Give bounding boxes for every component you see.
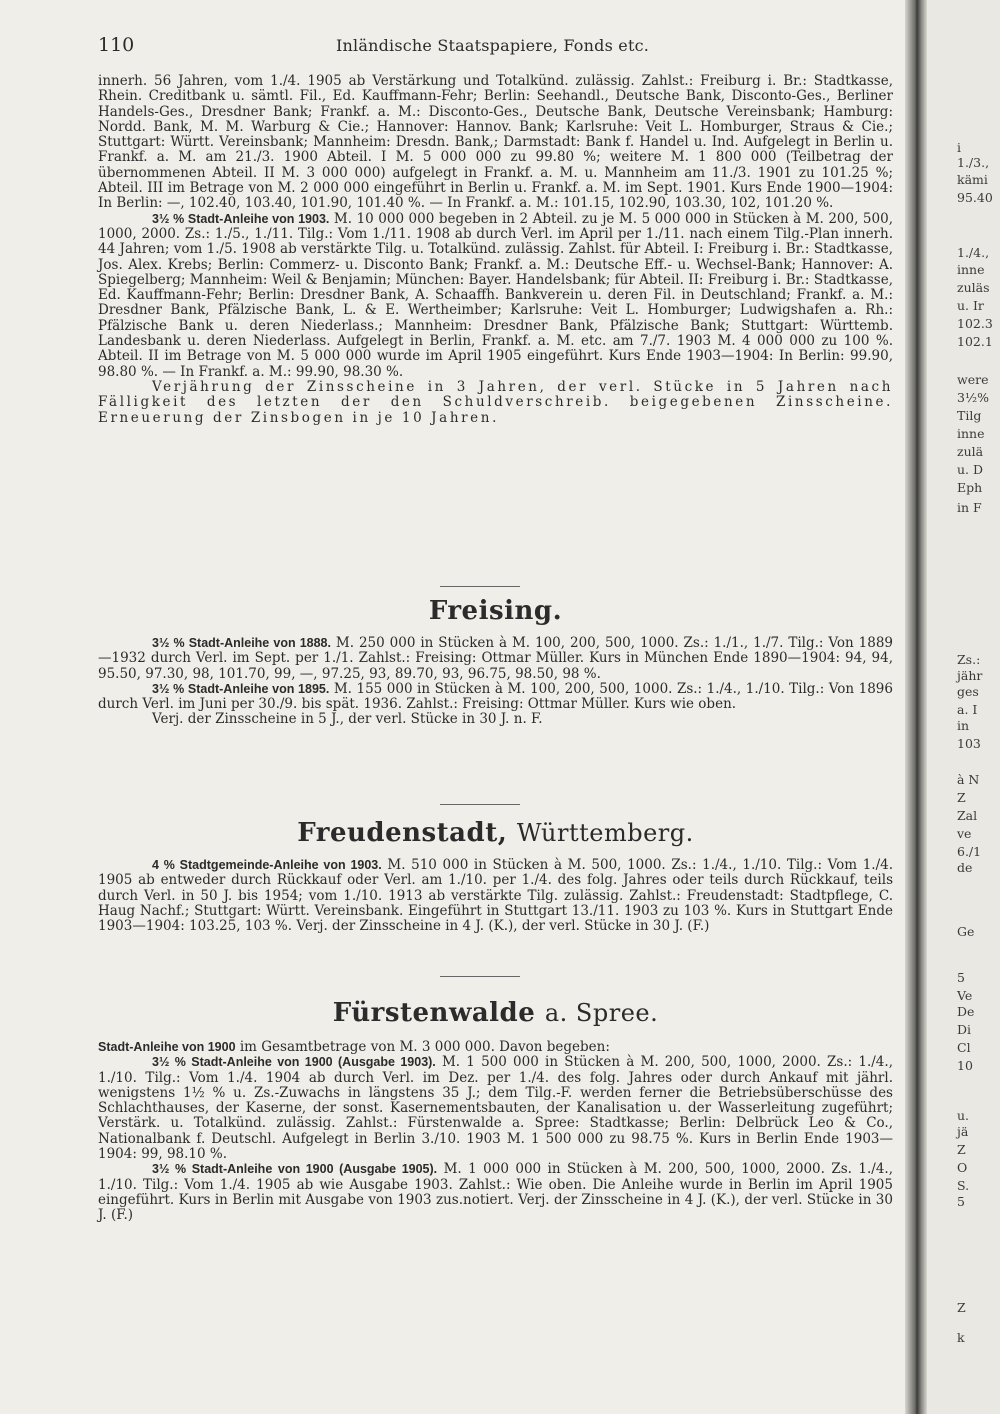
adjacent-page-fragment: ve <box>957 826 972 841</box>
adjacent-page-fragment: Tilg <box>957 408 982 423</box>
section-divider <box>440 804 520 805</box>
page-number: 110 <box>98 34 135 56</box>
adjacent-page-fragment: u. D <box>957 462 984 477</box>
adjacent-page-fragment: in <box>957 718 970 733</box>
page-header <box>98 34 898 58</box>
adjacent-page-fragment: 102.1 <box>957 334 993 349</box>
adjacent-page-fragment: 5 <box>957 1194 965 1209</box>
paragraph <box>98 636 893 682</box>
paragraph <box>98 858 893 934</box>
heading-place: Fürstenwalde <box>332 998 536 1028</box>
adjacent-page-fragment: Di <box>957 1022 972 1037</box>
paragraph <box>98 1162 893 1223</box>
freising-entry <box>98 636 893 728</box>
section-heading <box>98 998 893 1028</box>
adjacent-page-edge <box>927 0 1000 1414</box>
adjacent-page-fragment: 1./3., <box>957 155 990 170</box>
adjacent-page-fragment: 5 <box>957 970 965 985</box>
adjacent-page-fragment: inne <box>957 426 985 441</box>
freudenstadt-entry <box>98 858 893 934</box>
paragraph <box>98 212 893 380</box>
loan-title: 3½ % Stadt-Anleihe von 1888. <box>152 636 331 650</box>
loan-details: M. 1 500 000 in Stücken à M. 200, 500, 1000, 2000. Zs.: 1./4., 1./10. Tilg.: Vom 1./4. 1904 ab durch Verl. im Dez. per 1./4. des folg. Jahres oder durch Ankauf mit jährl. wenigstens 1½ % u. Zs.-Zuwachs in längstens 35 J.; dem Tilg.-F. werden ferner die Betriebsüberschüsse des Schlachthauses, der Kaserne, der sonst. Kasernementsbauten, der Kanalisation u. der Wasserleitung zugeführt; Verstärk. u. Totalkünd. zulässig. Zahlst.: Fürstenwalde a. Spree: Stadtkasse; Berlin: Delbrück Leo & Co., Nationalbank f. Deutschl. Aufgelegt in Berlin 3./10. 1903 M. 1 500 000 zu 98.75 %. Kurs in Berlin Ende 1903—1904: 99, 98.10 %. <box>98 1054 893 1163</box>
heading-region: Württemberg. <box>516 819 694 847</box>
running-title: Inländische Staatspapiere, Fonds etc. <box>336 36 650 55</box>
adjacent-page-fragment: 6./1 <box>957 844 982 859</box>
adjacent-page-fragment: i <box>957 140 961 155</box>
loan-title: 3½ % Stadt-Anleihe von 1895. <box>152 681 330 696</box>
loan-title: 3½ % Stadt-Anleihe von 1900 (Ausgabe 1905). <box>152 1162 438 1177</box>
adjacent-page-fragment: Z <box>957 790 966 805</box>
adjacent-page-fragment: Cl <box>957 1040 971 1055</box>
adjacent-page-fragment: 1./4., <box>957 245 990 260</box>
heading-place: Freudenstadt, <box>297 818 508 848</box>
adjacent-page-fragment: Ge <box>957 924 975 939</box>
loan-details: M. 510 000 in Stücken à M. 500, 1000. Zs.: 1./4., 1./10. Tilg.: Vom 1./4. 1905 ab entweder durch Rückkauf oder Verl. am 1./10. per 1./4. des folg. Jahres oder teils durch Rückkauf, teils durch Verl. in 50 J. bis 1954; vom 1./10. 1913 ab verstärkte Tilg. zulässig. Zahlst.: Freudenstadt: Stadtpflege, C. Haug Nachf.; Stuttgart: Württ. Vereinsbank. Eingeführt in Stuttgart 13./11. 1903 zu 103 %. Kurs in Stuttgart Ende 1903—1904: 103.25, 103 %. Verj. der Zinsscheine in 4 J. (K.), der verl. Stücke in 30 J. (F.) <box>98 857 894 935</box>
loan-details: M. 155 000 in Stücken à M. 100, 200, 500, 1000. Zs.: 1./4., 1./10. Tilg.: Von 1896 durch Verl. im Juni per 30./9. bis spät. 1936. Zahlst.: Freising: Ottmar Müller. Kurs wie oben. <box>98 680 893 713</box>
section-heading: Freising. <box>428 596 563 626</box>
adjacent-page-fragment: in F <box>957 500 982 515</box>
adjacent-page-fragment: Zs.: <box>957 652 981 667</box>
fuerstenwalde-entry <box>98 1040 893 1224</box>
adjacent-page-fragment: 103 <box>957 736 981 751</box>
adjacent-page-fragment: 102.3 <box>957 316 993 331</box>
adjacent-page-fragment: jä <box>957 1124 969 1139</box>
section-divider <box>440 586 520 587</box>
loan-details: M. 250 000 in Stücken à M. 100, 200, 500, 1000. Zs.: 1./1., 1./7. Tilg.: Von 1889—1932 durch Verl. im Sept. per 1./1. Zahlst.: Freising: Ottmar Müller. Kurs in München Ende 1890—1904: 94, 94, 95.50, 97.30, 98, 101.70, 99, —, 97.25, 93, 89.70, 93, 96.75, 98.50, 98 %. <box>98 635 894 682</box>
adjacent-page-fragment: u. Ir <box>957 298 984 313</box>
adjacent-page-fragment: Ve <box>957 988 973 1003</box>
loan-details: M. 1 000 000 in Stücken à M. 200, 500, 1000, 2000. Zs. 1./4., 1./10. Tilg.: Vom 1./4. 1905 ab wie Ausgabe 1903. Zahlst.: Wie oben. Die Anleihe wurde in Berlin im April 1905 eingeführt. Kurs in Berlin mit Ausgabe von 1903 zus.notiert. Verj. der Zinsscheine in 4 J. (K.), der verl. Stücke in 30 J. (F.) <box>98 1161 893 1224</box>
loan-details: im Gesamtbetrage von M. 3 000 000. Davon begeben: <box>239 1039 610 1055</box>
loan-title: 3½ % Stadt-Anleihe von 1900 (Ausgabe 1903). <box>152 1055 436 1070</box>
adjacent-page-fragment: de <box>957 860 973 875</box>
paragraph <box>98 380 893 426</box>
adjacent-page-fragment: 10 <box>957 1058 973 1073</box>
adjacent-page-fragment: 95.40 <box>957 190 993 205</box>
adjacent-page-fragment: à N <box>957 772 980 787</box>
paragraph <box>98 682 893 713</box>
section-divider <box>440 976 520 977</box>
adjacent-page-fragment: kämi <box>957 172 988 187</box>
loan-title: 3½ % Stadt-Anleihe von 1903. <box>152 211 330 226</box>
section-heading <box>98 818 893 848</box>
adjacent-page-fragment: Z <box>957 1142 966 1157</box>
adjacent-page-fragment: O <box>957 1160 968 1175</box>
adjacent-page-fragment: k <box>957 1330 965 1345</box>
adjacent-page-fragment: ges <box>957 684 979 699</box>
adjacent-page-fragment: inne <box>957 262 985 277</box>
paragraph <box>98 1040 893 1055</box>
adjacent-page-fragment: were <box>957 372 989 387</box>
adjacent-page-fragment: jähr <box>957 668 983 683</box>
heading-region: a. Spree. <box>544 999 659 1027</box>
paragraph <box>98 1055 893 1162</box>
adjacent-page-fragment: a. I <box>957 702 978 717</box>
adjacent-page-fragment: u. <box>957 1108 970 1123</box>
adjacent-page-fragment: 3½% <box>957 390 989 405</box>
loan-details: M. 10 000 000 begeben in 2 Abteil. zu je M. 5 000 000 in Stücken à M. 200, 500, 1000, 2000. Zs.: 1./5., 1./11. Tilg.: Vom 1./11. 1908 ab durch Verl. im April per 1./11. nach einem Tilg.-Plan innerh. 44 Jahren; vom 1./5. 1908 ab verstärkte Tilg. u. Totalkünd. zulässig. Zahlst. für Abteil. I: Freiburg i. Br.: Stadtkasse, Jos. Alex. Krebs; Berlin: Commerz- u. Disconto Bank; Frankf. a. M.: Deutsche Eff.- u. Wechsel-Bank; Hannover: A. Spiegelberg; Mannheim: Weil & Benjamin; München: Bayer. Handelsbank; für Abteil. II: Freiburg i. Br.: Stadtkasse, Ed. Kauffmann-Fehr; Berlin: Dresdner Bank, A. Schaaffh. Bankverein u. deren Fil. in Deutschland; Frankf. a. M.: Dresdner Bank, Pfälzische Bank, L. & E. Wertheimber; Karlsruhe: Veit L. Homburger; Ludwigshafen a. Rh.: Pfälzische Bank u. deren Niederlass.; Mannheim: Dresdner Bank, Pfälzische Bank; Stuttgart: Württemb. Landesbank u. deren Niederlass. Aufgelegt in Berlin, Frankf. a. M. etc. am 7./7. 1903 M. 4 000 000 zu 100 %. Abteil. II im Betrage von M. 5 000 000 wurde im April 1905 eingeführt. Kurs Ende 1903—1904: In Berlin: 99.90, 98.80 %. — In Frankf. a. M.: 99.90, 98.30 %. <box>98 210 893 380</box>
continued-entry <box>98 74 893 426</box>
loan-title: Stadt-Anleihe von 1900 <box>98 1040 236 1054</box>
adjacent-page-fragment: Eph <box>957 480 983 495</box>
adjacent-page-fragment: zuläs <box>957 280 990 295</box>
paragraph: innerh. 56 Jahren, vom 1./4. 1905 ab Verstärkung und Totalkünd. zulässig. Zahlst.: Freiburg i. Br.: Stadtkasse, Rhein. Creditbank u. sämtl. Fil., Ed. Kauffmann-Fehr; Berlin: Seehandl., Deutsche Bank, Disconto-Ges., Berliner Handels-Ges., Dresdner Bank; Frankf. a. M.: Disconto-Ges., Deutsche Bank, Deutsche Vereinsbank; Hamburg: Nordd. Bank, M. M. Warburg & Cie.; Hannover: Hannov. Bank; Karlsruhe: Veit L. Homburger, Straus & Cie.; Stuttgart: Württ. Vereinsbank; Mannheim: Dresdn. Bank,; Darmstadt: Bank f. Handel u. Ind. Aufgelegt in Berlin u. Frankf. a. M. am 21./3. 1900 Abteil. I M. 5 000 000 zu 99.80 %; weitere M. 1 800 000 (Teilbetrag der übernommenen Abteil. II M. 3 000 000) aufgelegt in Frankf. a. M. u. Mannheim am 11./3. 1901 zu 101.25 %; Abteil. III im Betrage von M. 2 000 000 eingeführt in Berlin u. Frankf. a. M. im Sept. 1901. Kurs Ende 1900—1904: In Berlin: —, 102.40, 103.40, 101.90, 101.40 %. — In Frankf. a. M.: 101.15, 102.90, 103.30, 102, 101.20 %. <box>98 73 893 212</box>
adjacent-page-fragment: zulä <box>957 444 984 459</box>
book-gutter-shadow <box>905 0 927 1414</box>
loan-title: 4 % Stadtgemeinde-Anleihe von 1903. <box>152 858 382 872</box>
paragraph: Verj. der Zinsscheine in 5 J., der verl. Stücke in 30 J. n. F. <box>152 711 543 728</box>
adjacent-page-fragment: De <box>957 1004 975 1019</box>
adjacent-page-fragment: S. <box>957 1178 970 1193</box>
adjacent-page-fragment: Zal <box>957 808 978 823</box>
adjacent-page-fragment: Z <box>957 1300 966 1315</box>
limitation-note: Verjährung der Zinsscheine in 3 Jahren, der verl. Stücke in 5 Jahren nach Fälligkeit des letzten der den Schuldverschreib. beigegebenen Zinsscheine. Erneuerung der Zinsbogen in je 10 Jahren. <box>98 378 893 426</box>
